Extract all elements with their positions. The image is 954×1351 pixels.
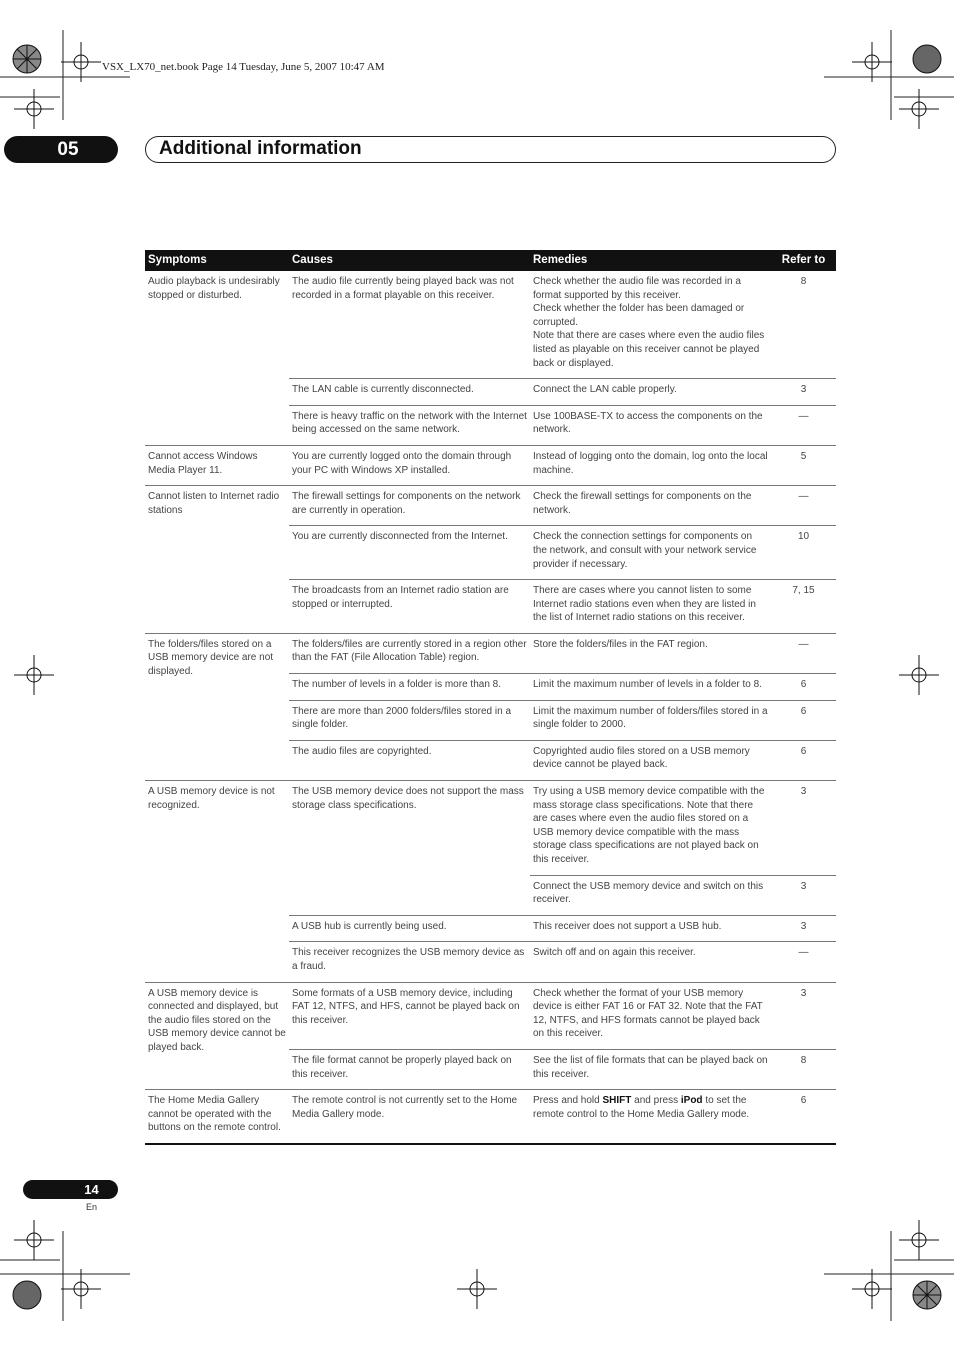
symptom-cell: Audio playback is undesirably stopped or disturbed. — [148, 276, 280, 301]
remedy-cell: Store the folders/files in the FAT region. — [530, 633, 771, 673]
header-refer-to: Refer to — [771, 250, 836, 271]
remedy-cell: This receiver does not support a USB hub. — [530, 915, 771, 942]
remedy-text: Check whether the audio file was recorded in a format supported by this receiver. Check whether the folder has been damaged or corrupted. Note that there are cases where even the audio files listed as playable on this receiver cannot be played back or displayed. — [533, 276, 765, 369]
refer-cell: — — [771, 486, 836, 526]
symptom-cell: Cannot access Windows Media Player 11. — [145, 445, 289, 485]
shift-button-name: SHIFT — [602, 1095, 632, 1107]
remedy-cell: Use 100BASE-TX to access the components on the network. — [530, 405, 771, 445]
crosshair-mark-top-left — [61, 42, 101, 82]
table-row — [145, 781, 836, 876]
remedy-cell: Switch off and on again this receiver. — [530, 942, 771, 982]
remedy-cell: Try using a USB memory device compatible with the mass storage class specifications. Note that there are cases where even the audio files stored on a USB memory device compatible with the mass storage class specifications are not played back on this receiver. — [530, 781, 771, 876]
refer-cell: — — [771, 405, 836, 445]
table-header-row — [145, 250, 836, 271]
language-label: En — [86, 1202, 98, 1212]
remedy-cell: Check the connection settings for components on the network, and consult with your network service provider if necessary. — [530, 526, 771, 580]
chapter-title: Additional information — [159, 138, 362, 159]
chapter-number-badge: 05 — [4, 136, 118, 163]
refer-cell: — — [771, 942, 836, 982]
cause-cell: There is heavy traffic on the network with the Internet being accessed on the same network. — [289, 405, 530, 445]
remedy-cell: Check the firewall settings for components on the network. — [530, 486, 771, 526]
cause-cell: The folders/files are currently stored in a region other than the FAT (File Allocation Table) region. — [289, 633, 530, 673]
page-number-badge: 14 — [23, 1180, 118, 1199]
table-row — [145, 445, 836, 485]
cause-cell: The number of levels in a folder is more than 8. — [289, 674, 530, 701]
crosshair-mark-left-bottom — [14, 1220, 54, 1260]
cause-cell: The LAN cable is currently disconnected. — [289, 379, 530, 406]
chapter-title-bar — [145, 136, 836, 163]
header-causes: Causes — [289, 250, 530, 271]
header-remedies: Remedies — [530, 250, 771, 271]
symptom-cell: The folders/files stored on a USB memory device are not displayed. — [145, 633, 289, 780]
refer-cell: — — [771, 633, 836, 673]
remedy-cell: Connect the LAN cable properly. — [530, 379, 771, 406]
ipod-button-name: iPod — [680, 1095, 703, 1107]
crosshair-mark-right-top — [899, 89, 939, 129]
cause-cell: This receiver recognizes the USB memory device as a fraud. — [289, 942, 530, 982]
remedy-cell: Connect the USB memory device and switch on this receiver. — [530, 875, 771, 915]
remedy-cell: Copyrighted audio files stored on a USB memory device cannot be played back. — [530, 740, 771, 780]
remedy-text: to set the remote control to the Home Media Gallery mode. — [533, 1095, 750, 1120]
remedy-cell: Instead of logging onto the domain, log onto the local machine. — [530, 445, 771, 485]
refer-cell: 3 — [771, 379, 836, 406]
cause-cell: You are currently disconnected from the Internet. — [289, 526, 530, 580]
cause-cell: The broadcasts from an Internet radio station are stopped or interrupted. — [289, 580, 530, 634]
symptom-cell: Cannot listen to Internet radio stations — [145, 486, 289, 634]
crosshair-mark-bottom-left — [61, 1269, 101, 1309]
print-header: VSX_LX70_net.book Page 14 Tuesday, June 5, 2007 10:47 AM — [102, 61, 385, 73]
crosshair-mark-left-middle — [14, 655, 54, 695]
remedy-cell: Limit the maximum number of levels in a folder to 8. — [530, 674, 771, 701]
remedy-cell — [530, 271, 771, 379]
registration-mark-top-right — [912, 44, 942, 74]
cause-cell: The USB memory device does not support the mass storage class specifications. — [289, 781, 530, 916]
refer-cell: 6 — [771, 674, 836, 701]
remedy-text: and press — [631, 1095, 681, 1107]
cause-cell: The remote control is not currently set to the Home Media Gallery mode. — [289, 1090, 530, 1144]
crosshair-mark-left-top — [14, 89, 54, 129]
registration-mark-bottom-right — [912, 1280, 942, 1310]
cause-cell: There are more than 2000 folders/files stored in a single folder. — [289, 700, 530, 740]
cause-cell: Some formats of a USB memory device, including FAT 12, NTFS, and HFS, cannot be played back on this receiver. — [289, 982, 530, 1049]
refer-cell: 8 — [800, 276, 807, 287]
table-row — [145, 486, 836, 526]
refer-cell: 7, 15 — [771, 580, 836, 634]
remedy-cell: See the list of file formats that can be played back on this receiver. — [530, 1049, 771, 1089]
remedy-cell: Limit the maximum number of folders/files stored in a single folder to 2000. — [530, 700, 771, 740]
table-row — [145, 982, 836, 1049]
table-row — [145, 271, 836, 379]
registration-mark-bottom-left — [12, 1280, 42, 1310]
symptom-cell: A USB memory device is not recognized. — [145, 781, 289, 983]
remedy-text: Press and hold — [533, 1095, 603, 1107]
crosshair-mark-right-middle — [899, 655, 939, 695]
cause-cell: A USB hub is currently being used. — [289, 915, 530, 942]
cause-cell: The audio files are copyrighted. — [289, 740, 530, 780]
registration-mark-top-left — [12, 44, 42, 74]
troubleshooting-table — [145, 250, 836, 1145]
refer-cell: 3 — [771, 915, 836, 942]
table-row — [145, 1090, 836, 1144]
remedy-cell: There are cases where you cannot listen to some Internet radio stations even when they are listed in the list of Internet radio stations on this receiver. — [530, 580, 771, 634]
refer-cell: 6 — [771, 740, 836, 780]
table-row — [145, 633, 836, 673]
crosshair-mark-top-right — [852, 42, 892, 82]
symptom-cell: A USB memory device is connected and displayed, but the audio files stored on the USB memory device cannot be played back. — [145, 982, 289, 1090]
cause-cell: You are currently logged onto the domain through your PC with Windows XP installed. — [289, 445, 530, 485]
refer-cell: 3 — [771, 982, 836, 1049]
symptom-cell: The Home Media Gallery cannot be operated with the buttons on the remote control. — [145, 1090, 289, 1144]
crosshair-mark-bottom-right — [852, 1269, 892, 1309]
cause-cell: The audio file currently being played back was not recorded in a format playable on this receiver. — [292, 276, 514, 301]
remedy-cell: Check whether the format of your USB memory device is either FAT 16 or FAT 32. Note that the FAT 12, NTFS, and HFS formats cannot be played back on this receiver. — [530, 982, 771, 1049]
refer-cell: 6 — [771, 700, 836, 740]
crosshair-mark-right-bottom — [899, 1220, 939, 1260]
cause-cell: The file format cannot be properly played back on this receiver. — [289, 1049, 530, 1089]
refer-cell: 10 — [771, 526, 836, 580]
header-symptoms: Symptoms — [145, 250, 289, 271]
cause-cell: The firewall settings for components on the network are currently in operation. — [289, 486, 530, 526]
refer-cell: 3 — [771, 875, 836, 915]
remedy-cell — [530, 1090, 771, 1144]
refer-cell: 8 — [771, 1049, 836, 1089]
refer-cell: 6 — [771, 1090, 836, 1144]
crosshair-mark-bottom-center — [457, 1269, 497, 1309]
refer-cell: 5 — [771, 445, 836, 485]
refer-cell: 3 — [771, 781, 836, 876]
